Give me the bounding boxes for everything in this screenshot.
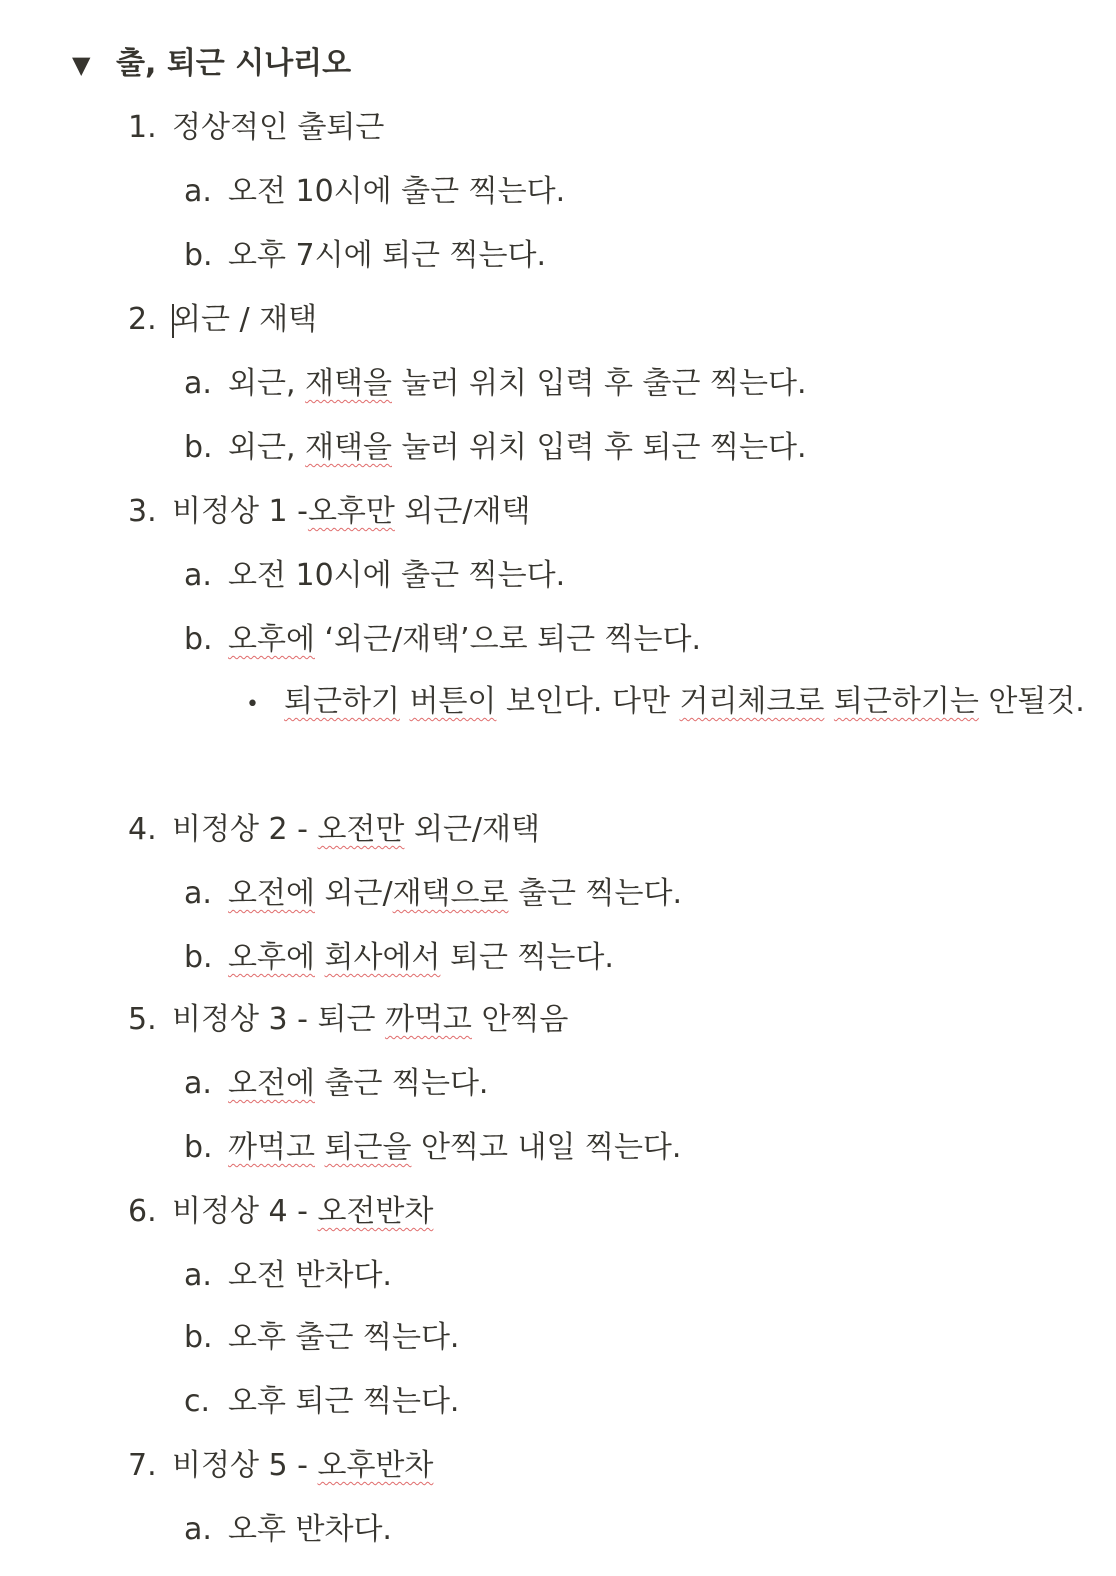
list-item-text[interactable]: 오후 출근 찍는다. bbox=[228, 1320, 460, 1355]
list-marker: c. bbox=[184, 1384, 211, 1419]
list-item-text[interactable]: 안될것. bbox=[978, 684, 1085, 719]
list-item[interactable] bbox=[184, 1254, 392, 1298]
list-item-text[interactable]: 외근 / 재택 bbox=[172, 302, 318, 337]
list-item-text[interactable]: 오후 7시에 퇴근 찍는다. bbox=[228, 238, 547, 273]
list-item-text[interactable] bbox=[824, 684, 834, 719]
list-item-text[interactable]: 외근, bbox=[228, 366, 306, 401]
list-marker: b. bbox=[184, 622, 213, 657]
list-marker: b. bbox=[184, 940, 213, 975]
spellcheck-word[interactable]: 오전에 bbox=[228, 876, 315, 911]
list-item-text[interactable]: ‘외근/재택’으로 퇴근 찍는다. bbox=[314, 622, 702, 657]
list-item[interactable] bbox=[184, 618, 701, 662]
spellcheck-word[interactable]: 재택을 bbox=[305, 430, 392, 465]
list-marker: 4. bbox=[128, 812, 157, 847]
list-marker: 2. bbox=[128, 302, 157, 337]
list-item[interactable] bbox=[184, 426, 807, 470]
list-item-text[interactable]: 출근 찍는다. bbox=[508, 876, 682, 911]
spellcheck-word[interactable]: 오후에 bbox=[228, 622, 315, 657]
list-item-text[interactable]: 비정상 5 - bbox=[172, 1448, 318, 1483]
list-item-text[interactable]: 오후 퇴근 찍는다. bbox=[228, 1384, 460, 1419]
list-item-text[interactable]: 눌러 위치 입력 후 출근 찍는다. bbox=[392, 366, 807, 401]
list-item[interactable] bbox=[128, 106, 384, 150]
list-marker: b. bbox=[184, 1320, 213, 1355]
list-marker: a. bbox=[184, 1066, 212, 1101]
list-item-text[interactable]: 눌러 위치 입력 후 퇴근 찍는다. bbox=[392, 430, 807, 465]
list-item-text[interactable]: 비정상 3 - 퇴근 bbox=[172, 1002, 385, 1037]
list-marker: b. bbox=[184, 1130, 213, 1165]
list-marker: a. bbox=[184, 366, 212, 401]
spellcheck-word[interactable]: 버튼이 bbox=[409, 684, 497, 719]
list-item-text[interactable]: 외근/재택 bbox=[394, 494, 531, 529]
list-item[interactable] bbox=[184, 1062, 488, 1106]
list-item-text[interactable]: 오전 10시에 출근 찍는다. bbox=[228, 558, 566, 593]
list-item[interactable] bbox=[184, 872, 682, 916]
list-item-text[interactable]: 오전 10시에 출근 찍는다. bbox=[228, 174, 566, 209]
list-item[interactable] bbox=[128, 298, 317, 342]
list-item[interactable] bbox=[184, 936, 614, 980]
list-item[interactable] bbox=[184, 1508, 392, 1552]
list-item[interactable] bbox=[184, 1380, 459, 1424]
list-marker: b. bbox=[184, 430, 213, 465]
list-item[interactable] bbox=[184, 234, 546, 278]
list-marker: 3. bbox=[128, 494, 157, 529]
list-marker: a. bbox=[184, 1512, 212, 1547]
list-item[interactable] bbox=[184, 554, 565, 598]
spellcheck-word[interactable]: 오후만 bbox=[307, 494, 395, 529]
list-item-text[interactable]: 안찍음 bbox=[471, 1002, 569, 1037]
spellcheck-word[interactable]: 오전만 bbox=[317, 812, 405, 847]
list-marker: a. bbox=[184, 876, 212, 911]
list-item[interactable] bbox=[128, 1190, 433, 1234]
toggle-title[interactable]: 출, 퇴근 시나리오 bbox=[116, 46, 352, 81]
spellcheck-word[interactable]: 오전에 bbox=[228, 1066, 315, 1101]
list-item-text[interactable]: 비정상 1 - bbox=[172, 494, 308, 529]
list-marker: a. bbox=[184, 174, 212, 209]
triangle-down-icon[interactable]: ▼ bbox=[72, 51, 91, 79]
spellcheck-word[interactable]: 까먹고 bbox=[384, 1002, 472, 1037]
list-item-text[interactable]: 보인다. 다만 bbox=[496, 684, 680, 719]
spellcheck-word[interactable]: 오후반차 bbox=[317, 1448, 434, 1483]
list-marker: b. bbox=[184, 238, 213, 273]
bullet-icon: • bbox=[246, 692, 259, 717]
list-item[interactable] bbox=[128, 808, 540, 852]
list-item-text[interactable]: 퇴근 찍는다. bbox=[440, 940, 614, 975]
list-item[interactable] bbox=[128, 998, 568, 1042]
list-item-text[interactable]: 외근, bbox=[228, 430, 306, 465]
list-item-text[interactable]: 출근 찍는다. bbox=[314, 1066, 489, 1101]
list-marker: 7. bbox=[128, 1448, 157, 1483]
spellcheck-word[interactable]: 재택을 bbox=[305, 366, 392, 401]
list-item[interactable] bbox=[246, 680, 1085, 724]
list-item[interactable] bbox=[184, 362, 807, 406]
spellcheck-word[interactable]: 까먹고 bbox=[228, 1130, 315, 1165]
list-marker: a. bbox=[184, 1258, 212, 1293]
spellcheck-word[interactable]: 거리체크로 bbox=[679, 684, 825, 719]
list-marker: 6. bbox=[128, 1194, 157, 1229]
list-item-text[interactable]: 외근/ bbox=[314, 876, 393, 911]
toggle-heading bbox=[72, 42, 351, 86]
list-marker: a. bbox=[184, 558, 212, 593]
list-item-text[interactable] bbox=[315, 940, 325, 975]
spellcheck-word[interactable]: 퇴근하기 bbox=[284, 684, 400, 719]
spellcheck-word[interactable]: 퇴근을 bbox=[324, 1130, 412, 1165]
list-item[interactable] bbox=[184, 1316, 459, 1360]
list-item-text[interactable]: 안찍고 내일 찍는다. bbox=[411, 1130, 682, 1165]
list-item-text[interactable]: 비정상 4 - bbox=[172, 1194, 318, 1229]
spellcheck-word[interactable]: 오전반차 bbox=[317, 1194, 434, 1229]
list-item-text[interactable]: 오전 반차다. bbox=[228, 1258, 392, 1293]
list-item[interactable] bbox=[128, 490, 530, 534]
list-item-text[interactable]: 외근/재택 bbox=[404, 812, 540, 847]
list-item-text[interactable]: 정상적인 출퇴근 bbox=[172, 110, 385, 145]
list-item-text[interactable]: 오후 반차다. bbox=[228, 1512, 392, 1547]
list-marker: 1. bbox=[128, 110, 157, 145]
spellcheck-word[interactable]: 재택으로 bbox=[392, 876, 509, 911]
list-marker: 5. bbox=[128, 1002, 157, 1037]
list-item[interactable] bbox=[128, 1444, 433, 1488]
list-item[interactable] bbox=[184, 170, 565, 214]
spellcheck-word[interactable]: 오후에 bbox=[228, 940, 315, 975]
list-item-text[interactable]: 비정상 2 - bbox=[172, 812, 318, 847]
spellcheck-word[interactable]: 회사에서 bbox=[324, 940, 441, 975]
spellcheck-word[interactable]: 퇴근하기는 bbox=[833, 684, 979, 719]
list-item[interactable] bbox=[184, 1126, 681, 1170]
list-item-text[interactable] bbox=[315, 1130, 325, 1165]
